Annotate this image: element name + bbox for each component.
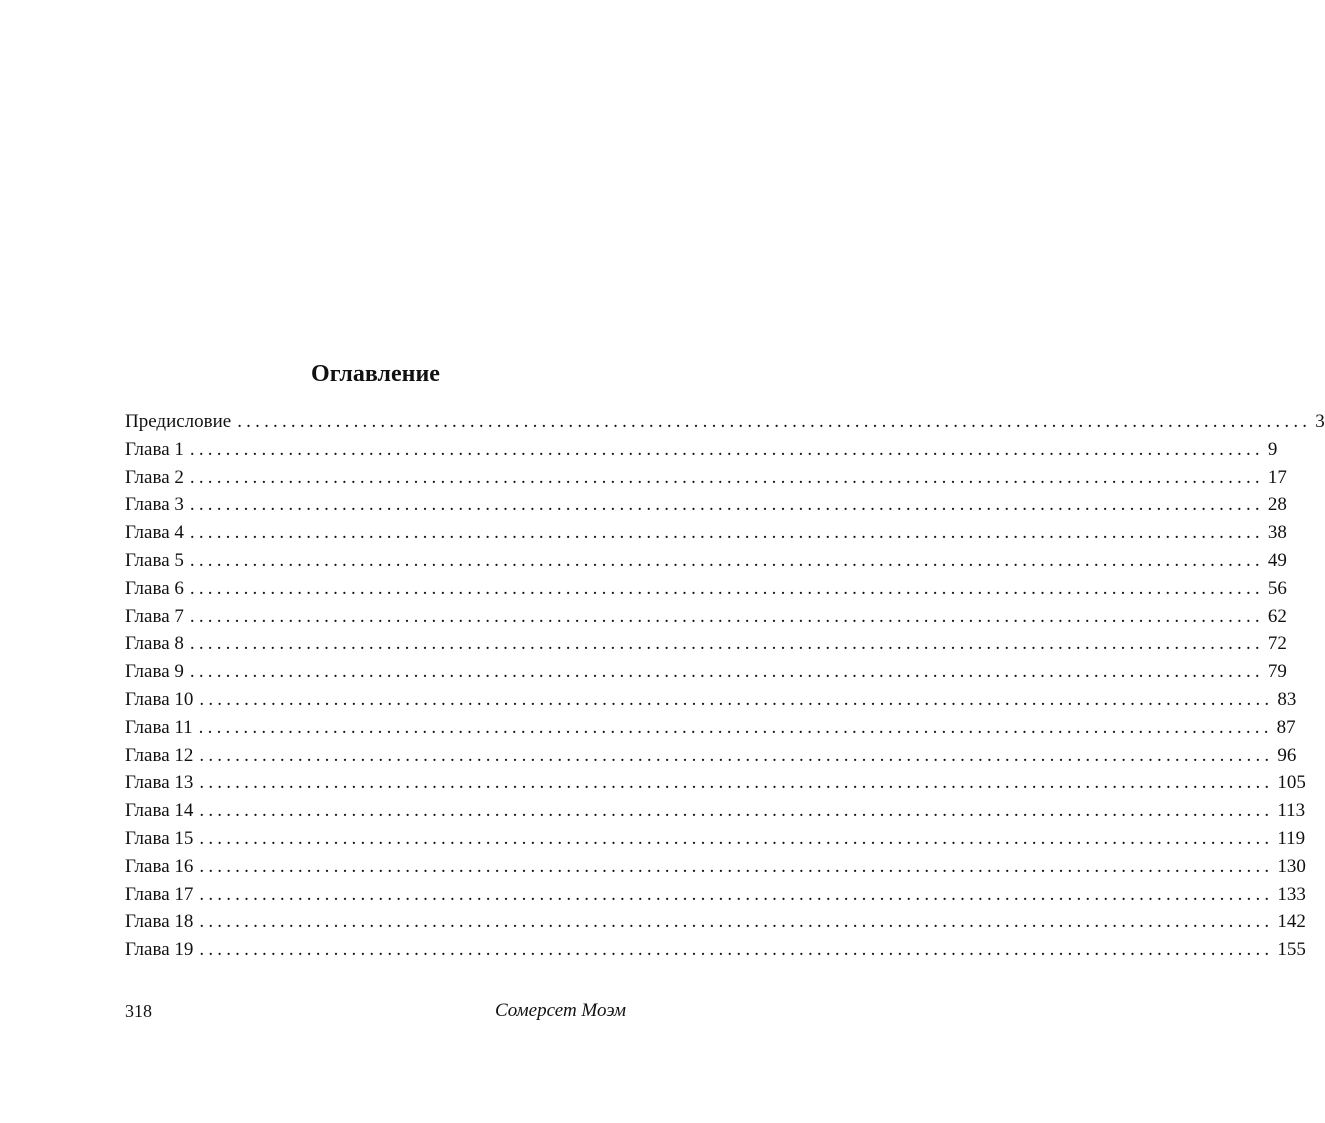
toc-entry-page: 3	[1315, 411, 1325, 432]
toc-entry[interactable]	[125, 714, 1296, 742]
toc-entry[interactable]	[125, 547, 1287, 575]
page-number: 318	[125, 1001, 152, 1021]
toc-entry[interactable]	[125, 603, 1287, 631]
toc-entry[interactable]	[125, 630, 1287, 658]
toc-entry[interactable]	[125, 825, 1306, 853]
toc-entry[interactable]	[125, 464, 1287, 492]
toc-entry-label: Глава 4	[125, 522, 184, 544]
toc-entry-label: Глава 18	[125, 911, 194, 933]
toc-entry-page: 28	[1267, 494, 1287, 516]
toc-entry-page: 56	[1267, 577, 1287, 599]
toc-entry-page: 87	[1276, 716, 1296, 738]
toc-entry-page: 62	[1267, 605, 1287, 627]
toc-entry-label: Предисловие	[125, 411, 232, 432]
toc-entry[interactable]	[125, 491, 1287, 519]
toc-entry[interactable]	[125, 519, 1287, 547]
toc-leader-dots: ........................................................................................................................	[237, 411, 1312, 432]
toc-leader-dots: ........................................................................................................................	[199, 688, 1274, 710]
toc-entry-label: Глава 12	[125, 744, 194, 766]
toc-leader-dots: ........................................................................................................................	[199, 855, 1274, 877]
toc-entry-page: 155	[1277, 939, 1306, 961]
toc-entry[interactable]	[125, 908, 1306, 936]
toc-entry-page: 113	[1277, 800, 1306, 822]
toc-leader-dots: ........................................................................................................................	[199, 827, 1274, 849]
toc-entry-page: 105	[1277, 772, 1306, 794]
toc-entry[interactable]	[125, 742, 1297, 770]
toc-entry[interactable]	[125, 575, 1287, 603]
toc-entry-label: Глава 5	[125, 549, 184, 571]
toc-title: Оглавление	[311, 361, 440, 387]
toc-entry[interactable]	[125, 881, 1306, 909]
toc-entry-page: 96	[1277, 744, 1297, 766]
toc-entry[interactable]	[125, 797, 1306, 825]
toc-entry-label: Глава 11	[125, 716, 193, 738]
toc-leader-dots: ........................................................................................................................	[198, 716, 1273, 738]
toc-entry-page: 83	[1277, 688, 1297, 710]
toc-entry-label: Глава 15	[125, 827, 194, 849]
toc-entry-page: 133	[1277, 883, 1306, 905]
toc-leader-dots: ........................................................................................................................	[189, 577, 1264, 599]
toc-entry-label: Глава 3	[125, 494, 184, 516]
toc-entry-page: 79	[1267, 661, 1287, 683]
toc-entry-label: Глава 8	[125, 633, 184, 655]
toc-entry[interactable]	[125, 686, 1297, 714]
toc-entry-label: Глава 17	[125, 883, 194, 905]
toc-entry-label: Глава 14	[125, 800, 194, 822]
toc-leader-dots: ........................................................................................................................	[189, 494, 1264, 516]
toc-entry-label: Глава 13	[125, 772, 194, 794]
toc-entry-label: Глава 2	[125, 466, 184, 488]
toc-leader-dots: ........................................................................................................................	[189, 549, 1264, 571]
toc-entry-label: Глава 6	[125, 577, 184, 599]
toc-entry-page: 119	[1277, 827, 1306, 849]
toc-entry-label: Глава 9	[125, 661, 184, 683]
toc-leader-dots: ........................................................................................................................	[199, 744, 1274, 766]
toc-entry[interactable]	[125, 658, 1287, 686]
toc-entry-page: 17	[1267, 466, 1287, 488]
toc-entry-label: Глава 10	[125, 688, 194, 710]
toc-entry[interactable]	[125, 769, 1306, 797]
toc-entry-page: 130	[1277, 855, 1306, 877]
running-footer-author: Сомерсет Моэм	[494, 1000, 626, 1021]
toc-entry-page: 72	[1267, 633, 1287, 655]
toc-entry-page: 49	[1267, 549, 1287, 571]
toc-leader-dots: ........................................................................................................................	[199, 939, 1274, 961]
toc-entry-page: 38	[1267, 522, 1287, 544]
toc-leader-dots: ........................................................................................................................	[199, 883, 1274, 905]
toc-leader-dots: ........................................................................................................................	[189, 438, 1264, 460]
toc-entry[interactable]	[125, 408, 1325, 436]
toc-entry[interactable]	[125, 436, 1278, 464]
toc-entry-label: Глава 7	[125, 605, 184, 627]
toc-leader-dots: ........................................................................................................................	[189, 466, 1264, 488]
toc-leader-dots: ........................................................................................................................	[189, 633, 1264, 655]
toc-entry-page: 9	[1267, 438, 1278, 460]
toc-entry-page: 142	[1277, 911, 1306, 933]
toc-leader-dots: ........................................................................................................................	[199, 911, 1274, 933]
toc-list	[125, 408, 1325, 964]
toc-leader-dots: ........................................................................................................................	[199, 800, 1274, 822]
toc-entry[interactable]	[125, 936, 1306, 964]
toc-entry-label: Глава 16	[125, 855, 194, 877]
toc-leader-dots: ........................................................................................................................	[189, 605, 1264, 627]
toc-leader-dots: ........................................................................................................................	[199, 772, 1274, 794]
toc-entry[interactable]	[125, 853, 1306, 881]
toc-leader-dots: ........................................................................................................................	[189, 522, 1264, 544]
toc-leader-dots: ........................................................................................................................	[189, 661, 1264, 683]
toc-entry-label: Глава 19	[125, 939, 194, 961]
toc-entry-label: Глава 1	[125, 438, 184, 460]
